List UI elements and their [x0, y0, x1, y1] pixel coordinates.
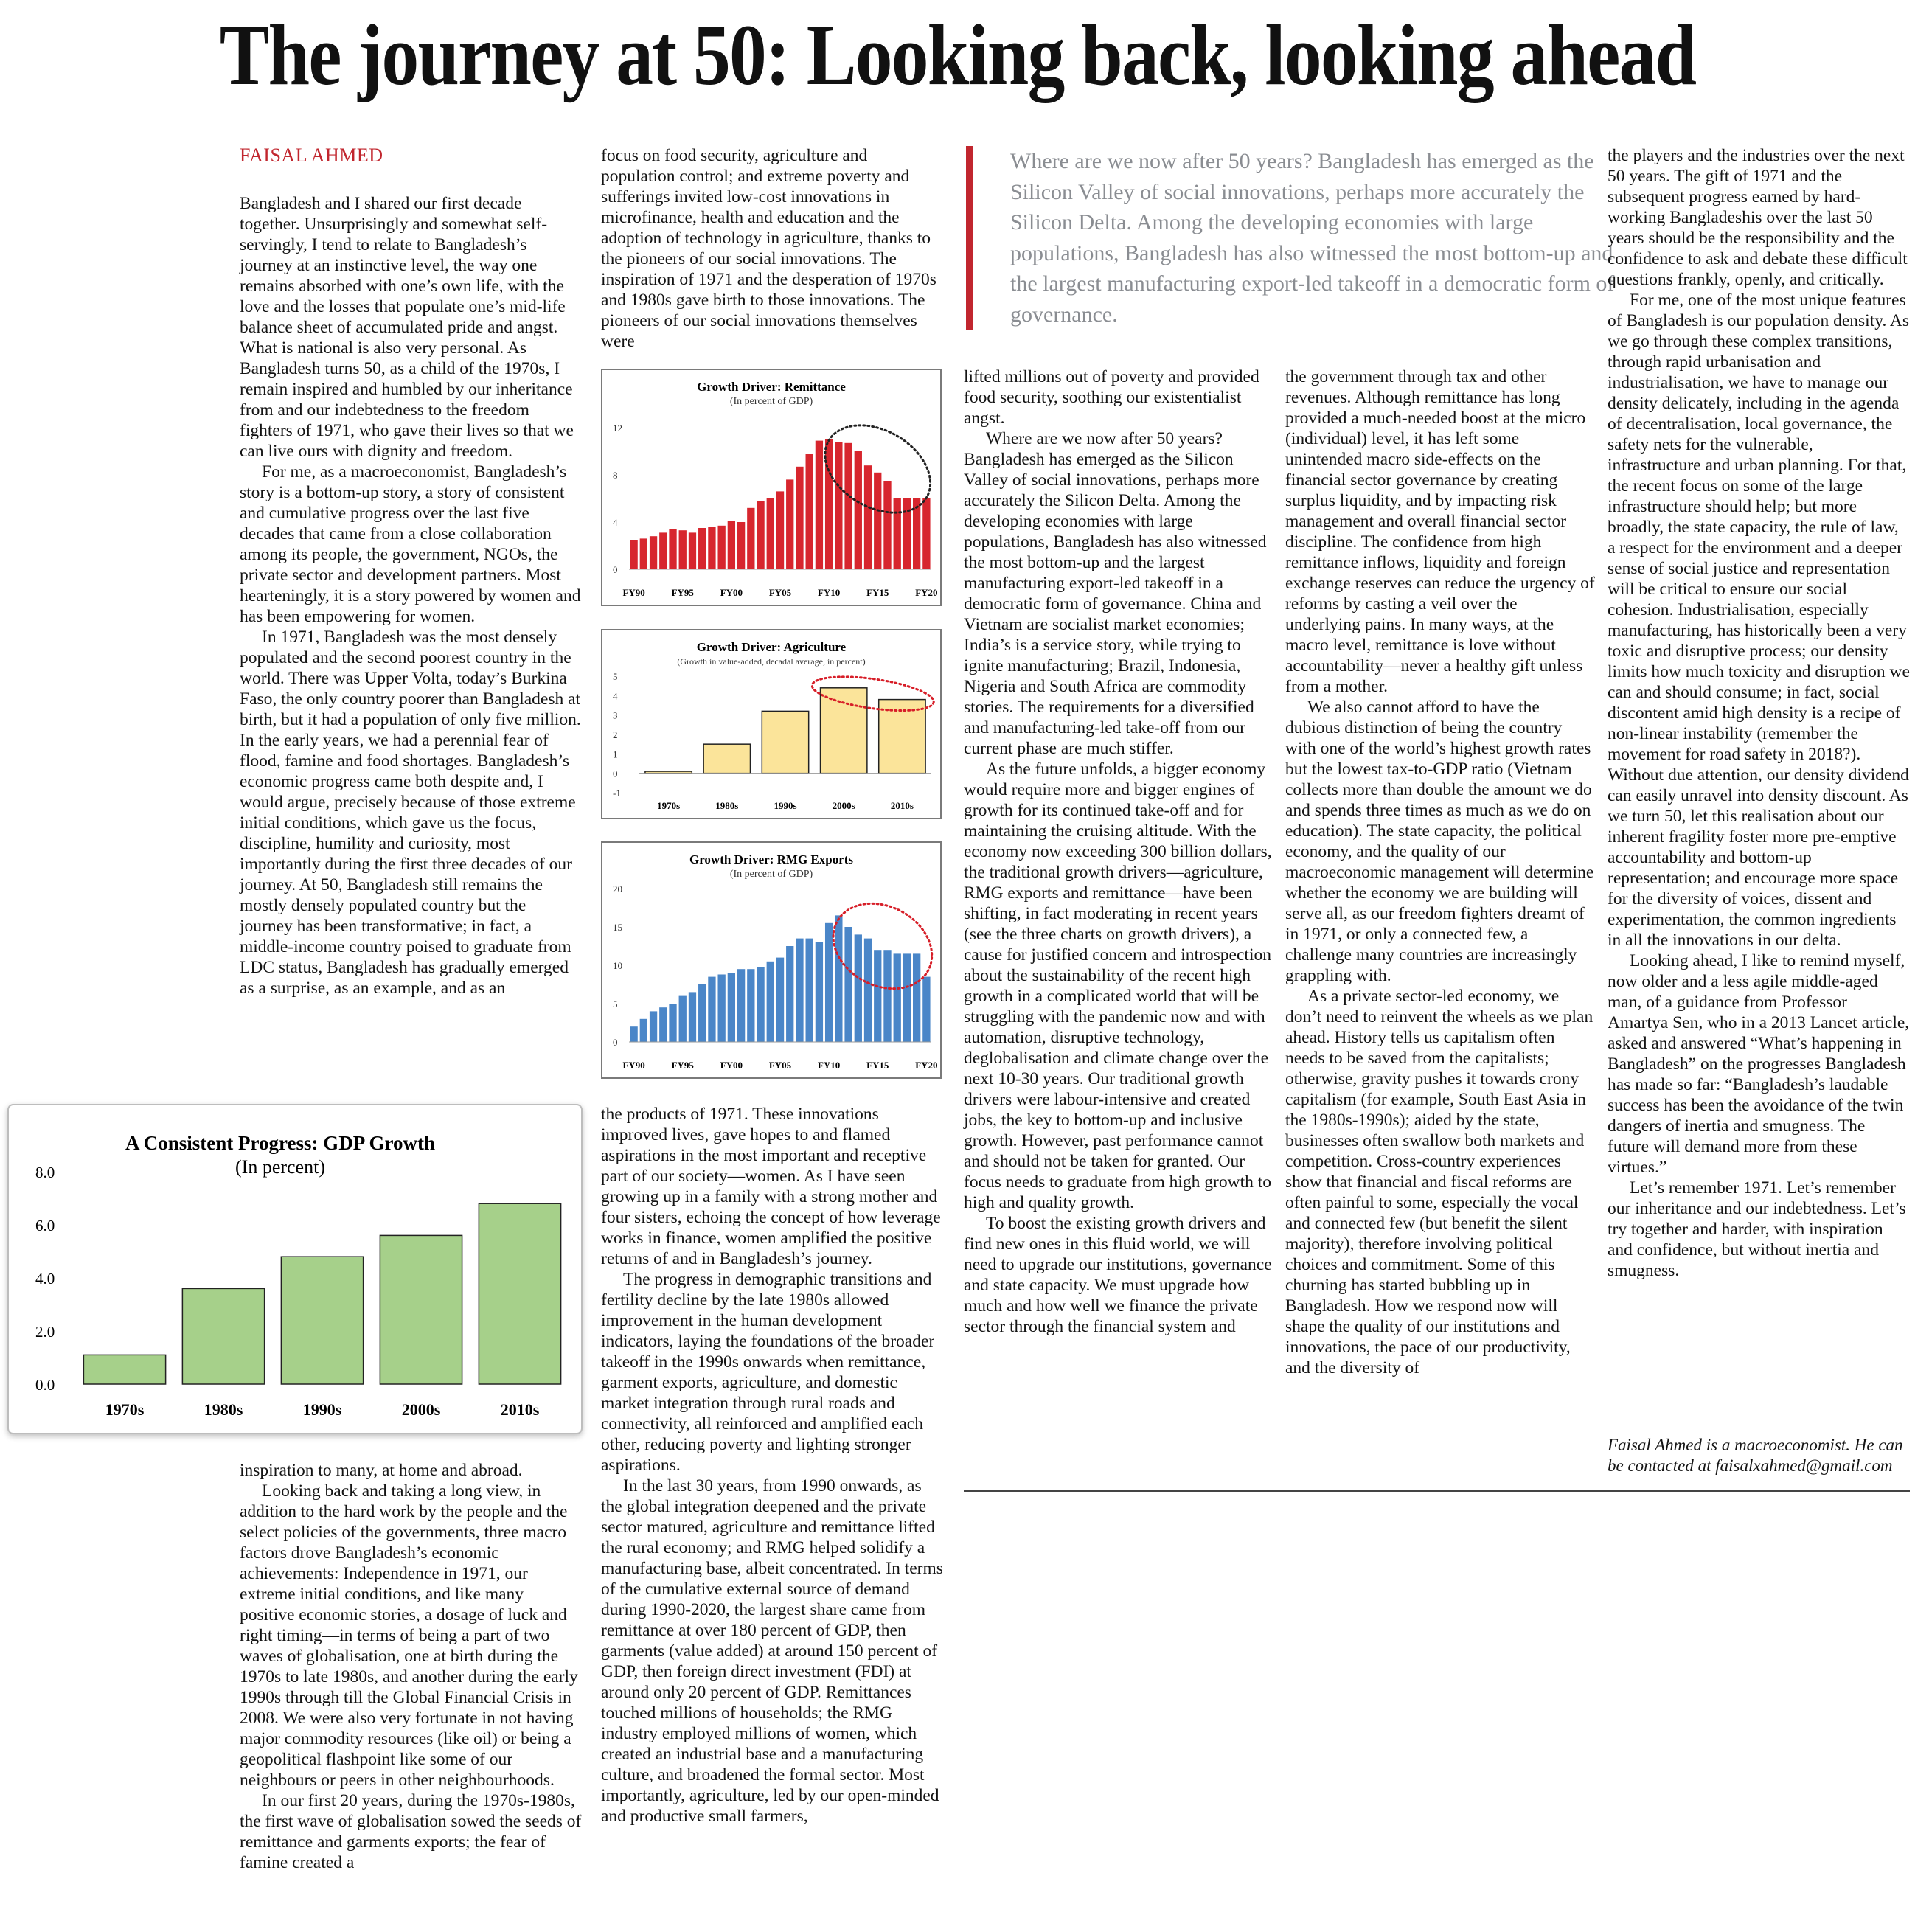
y-tick-label: 3	[613, 709, 618, 721]
bar	[913, 953, 920, 1042]
bar	[762, 711, 808, 773]
x-tick-label: 2010s	[500, 1400, 540, 1419]
bar	[903, 498, 911, 569]
x-tick-label: 2010s	[890, 800, 914, 811]
x-tick-label: 1990s	[774, 800, 797, 811]
bar	[698, 528, 706, 569]
y-tick-label: 0	[613, 564, 618, 575]
bar	[717, 974, 725, 1042]
bar	[689, 532, 696, 569]
bar	[747, 508, 754, 569]
paragraph: the government through tax and other revenues. Although remittance has long provided a much-needed boost at the micro (individual) level, it has left some unintended macro side-effects on the financial sector governance by creating surplus liquidity, and by impacting risk management and overall financial sector discipline. The confidence from high remittance inflows, liquidity and foreign exchange reserves can reduce the urgency of reforms by casting a veil over the underlying pains. In many ways, at the macro level, remittance is love without accountability—never a healthy gift unless from a mother.	[1285, 367, 1595, 696]
gdp-growth-svg	[9, 1105, 581, 1433]
y-tick-label: 10	[613, 960, 622, 971]
y-tick-label: 2	[613, 729, 618, 740]
chart-title: Growth Driver: Remittance	[697, 380, 846, 394]
bar	[903, 953, 911, 1042]
bar	[479, 1203, 560, 1384]
bar	[864, 939, 872, 1042]
x-tick-label: 1980s	[204, 1400, 243, 1419]
paragraph: Looking back and taking a long view, in addition to the hard work by the people and the select policies of the governments, three macro factors drove Bangladesh’s economic achievements: Independence in 1971, our extreme initial conditions, and like many positive economic stories, a dosage of luck and right timing—in terms of being a part of two waves of globalisation, one at birth during the 1970s to late 1980s, and another during the early 1990s through till the Global Financial Crisis in 2008. We were also very fortunate in not having major commodity resources (like oil) or being a geopolitical flashpoint like some of our neighbours or peers in other neighbourhoods.	[240, 1481, 578, 1790]
bar	[825, 439, 833, 569]
gdp-growth-chart	[7, 1104, 583, 1434]
paragraph: For me, one of the most unique features of Bangladesh is our population density. As we go through these complex transitions, through rapid urbanisation and industrialisation, we have to manage our density delicately, including in the agenda of decentralisation, local governance, the safety nets for the vulnerable, infrastructure and urban planning. For that, the recent focus on some of the large infrastructure should help; but more broadly, the state capacity, the rule of law, a respect for the environment and a deeper sense of social justice and representation will be critical to ensure our social cohesion. Industrialisation, especially manufacturing, has historically been a very toxic and disruptive process; our density limits how much toxicity and disruption we can and should consume; in fact, social discontent amid high density is a recipe of non-linear instability (remember the movement for road safety in 2018?). Without due attention, our density dividend can easily unravel into density discount. As we turn 50, let this realisation about our inherent fragility foster more pre-emptive accountability and bottom-up representation; and encourage more space for the diversity of voices, dissent and experimentation, the common ingredients in all the innovations in our delta.	[1608, 291, 1910, 950]
bar	[776, 958, 784, 1042]
remittance-chart	[601, 369, 942, 606]
bar	[703, 744, 750, 773]
chart-subtitle: (In percent of GDP)	[729, 396, 813, 407]
article-column-1b	[240, 1460, 583, 1873]
bar	[281, 1257, 363, 1384]
paragraph: Bangladesh and I shared our first decade together. Unsurprisingly and somewhat self-servingly, I tend to relate to Bangladesh’s journey at an instinctive level, the way one remains absorbed with one’s own life, with the love and the losses that populate one’s mid-life balance sheet of accumulated pride and angst. What is national is also very personal. As Bangladesh turns 50, as a child of the 1970s, I remain inspired and humbled by our inheritance from and our indebtedness to the freedom fighters of 1971, who gave their lives so that we can live ours with dignity and freedom.	[240, 194, 574, 461]
article-column-1a	[240, 193, 583, 998]
bar	[708, 977, 715, 1042]
bar	[83, 1355, 165, 1384]
x-tick-label: 2000s	[832, 800, 855, 811]
bar	[698, 984, 706, 1042]
x-tick-label: FY90	[622, 587, 645, 598]
x-tick-label: FY20	[915, 1060, 938, 1071]
paragraph: the players and the industries over the next 50 years. The gift of 1971 and the subsequent progress earned by hard-working Bangladeshis over the last 50 years should be the responsibility and the confidence to ask and debate these difficult questions frankly, openly, and critically.	[1608, 146, 1908, 289]
y-tick-label: 12	[613, 423, 622, 434]
paragraph: Looking ahead, I like to remind myself, now older and a less agile middle-aged man, of a guidance from Professor Amartya Sen, who in a 2013 Lancet article, asked and answered “What’s happening in Bangladesh” on the progresses Bangladesh has made so far: “Bangladesh’s laudable success has been the avoidance of the twin dangers of inertia and smugness. The future will demand more from these virtues.”	[1608, 951, 1910, 1177]
bar	[786, 479, 793, 569]
bar	[669, 529, 676, 569]
agriculture-svg	[602, 630, 940, 818]
bar	[640, 538, 647, 569]
bar	[835, 442, 842, 569]
bar	[855, 934, 862, 1042]
y-tick-label: 0.0	[35, 1376, 55, 1394]
x-tick-label: FY95	[671, 587, 694, 598]
paragraph: focus on food security, agriculture and population control; and extreme poverty and sufferings invited low-cost innovations in microfinance, health and education and the adoption of technology in agriculture, thanks to the pioneers of our social innovations. The inspiration of 1971 and the desperation of 1970s and 1980s gave birth to those innovations. The pioneers of our social innovations themselves were	[601, 146, 936, 351]
paragraph: In 1971, Bangladesh was the most densely populated and the second poorest country in the world. There was Upper Volta, today’s Burkina Faso, the only country poorer than Bangladesh at birth, but it had a population of only five million. In the early years, we had a perennial fear of flood, famine and food shortages. Bangladesh’s economic progress came both despite and, I would argue, precisely because of those extreme initial conditions, which gave us the focus, discipline, humility and curiosity, most importantly during the first three decades of our journey. At 50, Bangladesh still remains the mostly densely populated country but the journey has been transformative; in fact, a middle-income country poised to graduate from LDC status, Bangladesh has gradually emerged as a surprise, as an example, and as an	[240, 628, 581, 998]
bar	[630, 1026, 637, 1042]
paragraph: We also cannot afford to have the dubious distinction of being the country with one of the world’s highest growth rates but the lowest tax-to-GDP ratio (Vietnam collects more than double the amount we do and spends three times as much as we do on education). The state capacity, the political economy, and the quality of our macroeconomic management will determine whether the economy we are building will serve all, as our freedom fighters dreamt of in 1971, or only a connected few, a challenge many countries are increasingly grappling with.	[1285, 698, 1594, 985]
paragraph: Let’s remember 1971. Let’s remember our inheritance and our indebtedness. Let’s try together and harder, with inspiration and confidence, but without inertia and smugness.	[1608, 1178, 1906, 1280]
bar	[659, 1007, 667, 1042]
bar	[786, 946, 793, 1042]
bar	[894, 498, 901, 569]
paragraph: In the last 30 years, from 1990 onwards, as the global integration deepened and the private sector matured, agriculture and remittance lifted the rural economy; and RMG helped solidify a manufacturing base, albeit concentrated. In terms of the cumulative external source of demand during 1990-2020, the largest share came from remittance at over 180 percent of GDP, then garments (value added) at around 150 percent of GDP, then foreign direct investment (FDI) at around only 20 percent of GDP. Remittances touched millions of households; the RMG industry employed millions of women, which created an industrial base and a manufacturing culture, and broadened the formal sector. Most importantly, agriculture, led by our open-minded and productive small farmers,	[601, 1476, 943, 1826]
byline: FAISAL AHMED	[240, 145, 383, 166]
article-column-4	[1285, 366, 1595, 1378]
chart-subtitle: (In percent of GDP)	[729, 869, 813, 880]
bar	[747, 969, 754, 1042]
y-tick-label: 5	[613, 998, 618, 1010]
y-tick-label: 4.0	[35, 1270, 55, 1288]
chart-subtitle: (In percent)	[235, 1156, 325, 1178]
bar	[767, 962, 774, 1042]
x-tick-label: FY95	[671, 1060, 694, 1071]
bar	[874, 950, 881, 1042]
y-tick-label: 8	[613, 470, 618, 481]
bar	[855, 451, 862, 569]
bar	[757, 501, 764, 569]
bar	[737, 969, 745, 1042]
paragraph: inspiration to many, at home and abroad.	[240, 1461, 523, 1480]
article-column-2a	[601, 145, 944, 352]
paragraph: As the future unfolds, a bigger economy would require more and bigger engines of growth for its continued take-off and for maintaining the cruising altitude. With the economy now exceeding 300 billion dollars, the traditional growth drivers—agriculture, RMG exports and remittance—have been shifting, in fact moderating in recent years (see the three charts on growth drivers), a cause for justified concern and introspection about the sustainability of the recent high growth in a complicated world that will be struggling with the pandemic now and with automation, disruptive technology, deglobalisation and climate change over the next 10-30 years. Our traditional growth drivers were labour-intensive and created jobs, the key to bottom-up and inclusive growth. However, past performance cannot and should not be taken for granted. Our focus needs to graduate from high growth to high and quality growth.	[964, 760, 1272, 1212]
x-tick-label: FY05	[768, 587, 792, 598]
x-tick-label: FY00	[720, 1060, 743, 1071]
paragraph: The progress in demographic transitions and fertility decline by the late 1980s allowed improvement in the human development indicators, laying the foundations of the broader takeoff in the 1990s onwards when remittance, garment exports, agriculture, and domestic market integration through rural roads and connectivity, all reinforced and amplified each other, reducing poverty and lighting stronger aspirations.	[601, 1270, 935, 1475]
bar	[728, 973, 735, 1042]
x-tick-label: 2000s	[401, 1400, 441, 1419]
x-tick-label: 1970s	[105, 1400, 145, 1419]
y-tick-label: -1	[613, 788, 621, 799]
bar	[182, 1288, 264, 1384]
x-tick-label: FY10	[817, 1060, 841, 1071]
pull-quote: Where are we now after 50 years? Bangladesh has emerged as the Silicon Valley of social innovations, perhaps more accurately the Silicon Delta. Among the developing economies with large populations, Bangladesh has also witnessed the most bottom-up and the largest manufacturing export-led takeoff in a democratic form of governance.	[966, 146, 1637, 330]
rmg-exports-chart	[601, 841, 942, 1079]
x-tick-label: FY10	[817, 587, 841, 598]
paragraph: To boost the existing growth drivers and find new ones in this fluid world, we will need to upgrade our institutions, governance and state capacity. We must upgrade how much and how well we finance the private sector through the financial system and	[964, 1214, 1272, 1336]
bar	[679, 530, 687, 569]
y-tick-label: 20	[613, 883, 622, 894]
article-column-2b	[601, 1104, 944, 1827]
bar	[689, 992, 696, 1042]
article-column-5	[1608, 145, 1910, 1281]
bar	[630, 540, 637, 569]
y-tick-label: 2.0	[35, 1323, 55, 1341]
paragraph: Where are we now after 50 years? Bangladesh has emerged as the Silicon Valley of social innovations, perhaps more accurately the Silicon Delta. Among the developing economies with large populations, Bangladesh has also witnessed the most bottom-up and the largest manufacturing export-led takeoff in a democratic form of governance. China and Vietnam are socialist market economies; India’s is a service story, while trying to ignite manufacturing; Brazil, Indonesia, Nigeria and South Africa are commodity stories. The requirements for a diversified and manufacturing-led take-off from our current phase are much stiffer.	[964, 429, 1267, 758]
chart-title: Growth Driver: RMG Exports	[689, 852, 854, 866]
bar	[728, 521, 735, 569]
bar	[640, 1019, 647, 1042]
bar	[835, 915, 842, 1042]
paragraph: lifted millions out of poverty and provided food security, soothing our existentialist angst.	[964, 367, 1259, 428]
bar	[650, 536, 657, 569]
x-tick-label: 1980s	[715, 800, 739, 811]
x-tick-label: FY15	[866, 587, 889, 598]
bar	[806, 939, 813, 1042]
bar	[717, 526, 725, 569]
y-tick-label: 0	[613, 1037, 618, 1048]
paragraph: In our first 20 years, during the 1970s-1980s, the first wave of globalisation sowed the seeds of remittance and garments exports; the fear of famine created a	[240, 1791, 582, 1872]
rmg-exports-svg	[602, 843, 940, 1077]
y-tick-label: 4	[613, 690, 618, 702]
author-bio: Faisal Ahmed is a macroeconomist. He can be contacted at faisalxahmed@gmail.com	[1608, 1436, 1903, 1475]
paragraph: For me, as a macroeconomist, Bangladesh’s story is a bottom-up story, a story of consistent and cumulative progress over the last five decades that came from a close collaboration among its people, the government, NGOs, the private sector and development partners. Most hearteningly, it is a story powered by women and has been empowering for women.	[240, 462, 581, 626]
bar	[922, 977, 930, 1042]
bar	[757, 967, 764, 1042]
paragraph: As a private sector-led economy, we don’t need to reinvent the wheels as we plan ahead. History tells us capitalism often needs to be saved from the capitalists; otherwise, gravity pushes it towards crony capitalism (for example, South East Asia in the 1980s-1990s); aided by the state, businesses often swallow both markets and competition. Cross-country experiences show that financial and fiscal reforms are often painful to some, especially the vocal and connected few (but benefit the silent majority), therefore involving political choices and commitment. Some of this churning has started bubbling up in Bangladesh. How we respond now will shape the quality of our institutions and innovations, the pace of our productivity, and the diversity of	[1285, 987, 1593, 1377]
bar	[669, 1004, 676, 1042]
x-tick-label: 1990s	[302, 1400, 342, 1419]
bar	[708, 527, 715, 569]
y-tick-label: 6.0	[35, 1217, 55, 1234]
y-tick-label: 0	[613, 768, 618, 779]
bar	[816, 441, 823, 569]
bar	[894, 953, 901, 1042]
x-tick-label: FY90	[622, 1060, 645, 1071]
y-tick-label: 15	[613, 922, 622, 933]
x-tick-label: FY15	[866, 1060, 889, 1071]
y-tick-label: 4	[613, 517, 618, 528]
bar	[796, 939, 803, 1042]
bar	[883, 950, 891, 1042]
bar	[776, 491, 784, 569]
bar	[659, 532, 667, 569]
bar	[825, 923, 833, 1042]
bar	[883, 481, 891, 569]
x-tick-label: 1970s	[657, 800, 681, 811]
paragraph: the products of 1971. These innovations improved lives, gave hopes to and flamed aspirations in the most important and receptive part of our society—women. As I have seen growing up in a family with a strong mother and four sisters, echoing the concept of how leverage works in finance, women amplified the positive returns of and in Bangladesh’s journey.	[601, 1105, 941, 1268]
chart-title: Growth Driver: Agriculture	[696, 640, 847, 654]
agriculture-chart	[601, 629, 942, 819]
article-column-3	[964, 366, 1273, 1337]
headline: The journey at 50: Looking back, looking ahead	[219, 7, 1696, 103]
x-tick-label: FY20	[915, 587, 938, 598]
x-tick-label: FY05	[768, 1060, 792, 1071]
bar	[679, 996, 687, 1042]
bar	[380, 1235, 462, 1384]
bar	[844, 443, 852, 569]
y-tick-label: 1	[613, 748, 618, 760]
bar	[796, 467, 803, 569]
y-tick-label: 5	[613, 671, 618, 682]
bar	[922, 498, 930, 569]
remittance-svg	[602, 370, 940, 605]
bar	[650, 1011, 657, 1042]
x-tick-label: FY00	[720, 587, 743, 598]
bar	[737, 522, 745, 569]
bar	[821, 688, 867, 774]
y-tick-label: 8.0	[35, 1164, 55, 1181]
chart-subtitle: (Growth in value-added, decadal average, in percent)	[677, 656, 866, 667]
column-bottom-rule	[964, 1490, 1910, 1492]
bar	[806, 454, 813, 569]
bar	[816, 942, 823, 1042]
bar	[844, 927, 852, 1042]
chart-title: A Consistent Progress: GDP Growth	[125, 1132, 436, 1154]
bar	[767, 498, 774, 569]
bar	[874, 473, 881, 569]
bar	[864, 465, 872, 569]
